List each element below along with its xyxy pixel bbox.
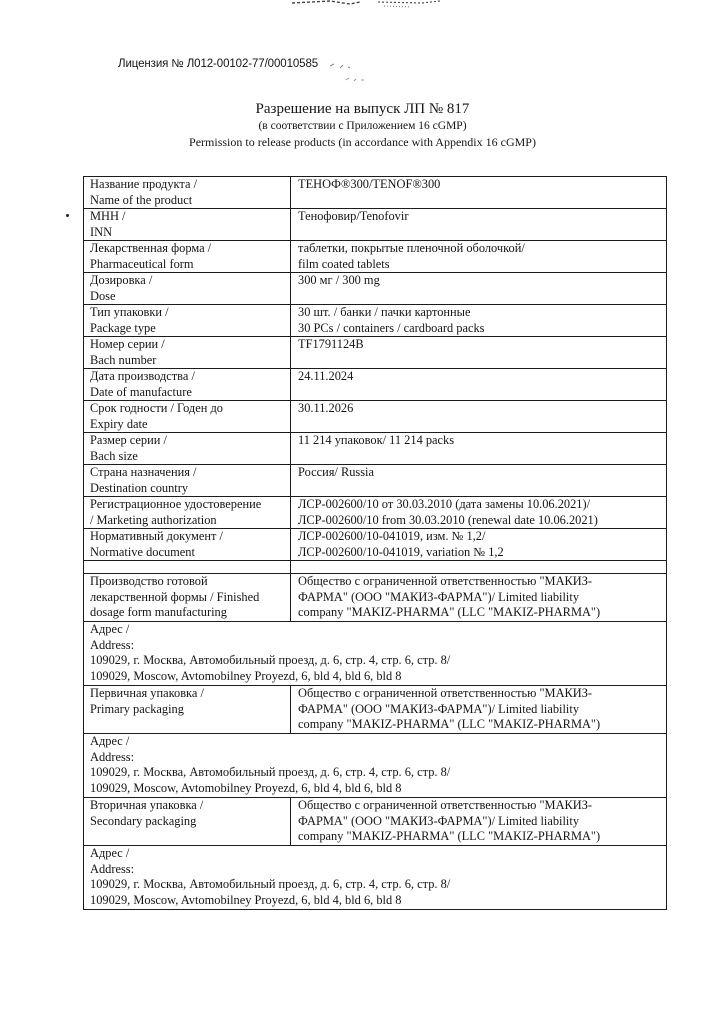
table-row-secondary-packaging <box>84 798 667 846</box>
table-row-empty <box>84 561 667 574</box>
scan-noise-top <box>290 0 450 12</box>
subtitle-en: Permission to release products (in accordance with Appendix 16 cGMP) <box>189 135 536 149</box>
row-value: ЛСР-002600/10 от 30.03.2010 (дата замены 10.06.2021)/ ЛСР-002600/10 from 30.03.2010 (renewal date 10.06.2021) <box>291 497 667 529</box>
row-label: Лекарственная форма / Pharmaceutical form <box>84 241 291 273</box>
row-label: Размер серии / Bach size <box>84 433 291 465</box>
address-cell: Адрес / Address: 109029, г. Москва, Автомобильный проезд, д. 6, стр. 4, стр. 6, стр. 8/ 109029, Moscow, Avtomobilney Proyezd, 6, bld 4, bld 6, bld 8 <box>84 846 667 910</box>
table-row <box>84 209 667 241</box>
row-value: TF1791124B <box>291 337 667 369</box>
row-label: Дата производства / Date of manufacture <box>84 369 291 401</box>
row-value: 30 шт. / банки / пачки картонные 30 PCs / containers / cardboard packs <box>291 305 667 337</box>
table-row <box>84 465 667 497</box>
table-row <box>84 241 667 273</box>
table-row <box>84 401 667 433</box>
row-label: МНН / INN <box>84 209 291 241</box>
row-label: Регистрационное удостоверение / Marketing authorization <box>84 497 291 529</box>
table-row <box>84 369 667 401</box>
row-label: Производство готовой лекарственной формы / Finished dosage form manufacturing <box>84 574 291 622</box>
row-value: Общество с ограниченной ответственностью "МАКИЗ- ФАРМА" (ООО "МАКИЗ-ФАРМА")/ Limited liability company "MAKIZ-PHARMA" (LLC "MAKIZ-PHARMA") <box>291 798 667 846</box>
table-row <box>84 337 667 369</box>
address-cell: Адрес / Address: 109029, г. Москва, Автомобильный проезд, д. 6, стр. 4, стр. 6, стр. 8/ 109029, Moscow, Avtomobilney Proyezd, 6, bld 4, bld 6, bld 8 <box>84 622 667 686</box>
row-label: Страна назначения / Destination country <box>84 465 291 497</box>
release-table <box>83 176 667 910</box>
table-row-address <box>84 734 667 798</box>
row-value: ЛСР-002600/10-041019, изм. № 1,2/ ЛСР-002600/10-041019, variation № 1,2 <box>291 529 667 561</box>
empty-cell <box>291 561 667 574</box>
row-label: Первичная упаковка / Primary packaging <box>84 686 291 734</box>
row-value: 30.11.2026 <box>291 401 667 433</box>
row-value: 24.11.2024 <box>291 369 667 401</box>
table-row <box>84 273 667 305</box>
table-row <box>84 529 667 561</box>
scan-dot <box>66 214 69 217</box>
table-row <box>84 433 667 465</box>
row-value: Общество с ограниченной ответственностью "МАКИЗ- ФАРМА" (ООО "МАКИЗ-ФАРМА")/ Limited liability company "MAKIZ-PHARMA" (LLC "MAKIZ-PHARMA") <box>291 574 667 622</box>
row-value: 300 мг / 300 mg <box>291 273 667 305</box>
table-row <box>84 177 667 209</box>
license-number: Лицензия № Л012-00102-77/00010585 <box>118 58 319 70</box>
document-title: Разрешение на выпуск ЛП № 817 <box>255 101 470 117</box>
row-value: Тенофовир/Tenofovir <box>291 209 667 241</box>
row-label: Название продукта / Name of the product <box>84 177 291 209</box>
address-cell: Адрес / Address: 109029, г. Москва, Автомобильный проезд, д. 6, стр. 4, стр. 6, стр. 8/ 109029, Moscow, Avtomobilney Proyezd, 6, bld 4, bld 6, bld 8 <box>84 734 667 798</box>
row-label: Нормативный документ / Normative document <box>84 529 291 561</box>
row-value: Россия/ Russia <box>291 465 667 497</box>
row-value: ТЕНОФ®300/TENOF®300 <box>291 177 667 209</box>
empty-cell <box>84 561 291 574</box>
row-value: Общество с ограниченной ответственностью "МАКИЗ- ФАРМА" (ООО "МАКИЗ-ФАРМА")/ Limited liability company "MAKIZ-PHARMA" (LLC "MAKIZ-PHARMA") <box>291 686 667 734</box>
row-label: Тип упаковки / Package type <box>84 305 291 337</box>
table-row-manufacturer <box>84 574 667 622</box>
subtitle-ru: (в соответствии с Приложением 16 cGMP) <box>258 120 467 132</box>
row-label: Вторичная упаковка / Secondary packaging <box>84 798 291 846</box>
table-row <box>84 497 667 529</box>
row-value: таблетки, покрытые пленочной оболочкой/ film coated tablets <box>291 241 667 273</box>
table-row-primary-packaging <box>84 686 667 734</box>
table-row-address <box>84 846 667 910</box>
row-value: 11 214 упаковок/ 11 214 packs <box>291 433 667 465</box>
scan-noise-license <box>328 58 388 88</box>
row-label: Срок годности / Годен до Expiry date <box>84 401 291 433</box>
row-label: Дозировка / Dose <box>84 273 291 305</box>
row-label: Номер серии / Bach number <box>84 337 291 369</box>
table-row <box>84 305 667 337</box>
table-row-address <box>84 622 667 686</box>
